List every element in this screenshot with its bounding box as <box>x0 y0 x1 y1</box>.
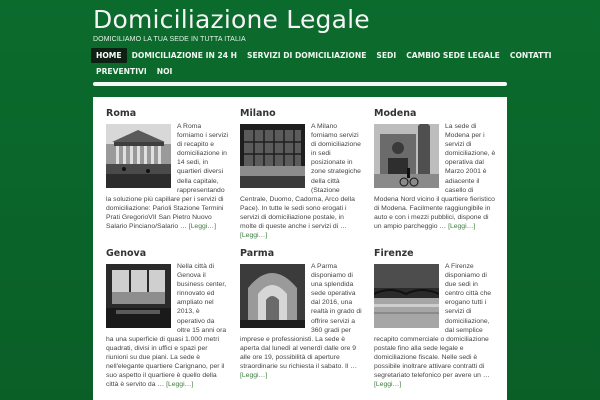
post-title[interactable]: Milano <box>240 108 276 119</box>
site-title[interactable]: Domiciliazione Legale <box>93 5 370 34</box>
site-tagline: DOMICILIAMO LA TUA SEDE IN TUTTA ITALIA <box>93 36 246 43</box>
post-excerpt-text: Nella città di Genova il business center, rinnovato ed ampliato nel 2013, è operativo da oltre 15 anni ora ha una superficie di quasi 1.000 metri quadrati, divisi in uffici e spazi per riunioni su due piani. La sede è nell'elegante quartiere Carignano, per il suo aspetto il quartiere è quello della città è servito da … <box>106 263 227 389</box>
post-excerpt <box>374 122 496 231</box>
read-more-link[interactable]: [Leggi…] <box>240 232 268 240</box>
post-excerpt-text: A Parma disponiamo di una splendida sede operativa dal 2016, una realtà in grado di offrire servizi a 360 gradi per imprese e professionisti. La sede è aperta dal lunedì al venerdì dalle ore 9 alle ore 19, possibilità di aperture straordinarie su richiesta il sabato. Il … <box>240 263 362 371</box>
nav-divider <box>93 82 507 86</box>
nav-row-2 <box>91 63 509 79</box>
post-excerpt <box>240 262 362 380</box>
nav-item-sedi[interactable]: SEDI <box>376 50 397 60</box>
read-more-link[interactable]: [Leggi…] <box>166 381 194 389</box>
main-nav <box>91 47 552 79</box>
nav-item-servizi[interactable]: SERVIZI DI DOMICILIAZIONE <box>247 50 367 60</box>
read-more-link[interactable]: [Leggi…] <box>374 381 402 389</box>
post-excerpt-text: A Roma forniamo i servizi di recapito e domiciliazione in 14 sedi, in quartieri diversi della capitale, rappresentando la soluzione più capillare per i servizi di domiciliazione: Parioli Stazione Termini Prati GregorioVII San Pietro Nuovo Salario Pinciano/Salario … <box>106 123 228 231</box>
nav-item-home[interactable]: HOME <box>91 48 127 63</box>
post-excerpt-text: La sede di Modena per i servizi di domiciliazione, è operativa dal Marzo 2001 è adiacente il casello di Modena Nord vicino il quartiere fieristico di Modena. Facilmente raggiungibile in auto e con i mezzi pubblici, dispone di un ampio parcheggio … <box>374 123 496 231</box>
nav-item-noi[interactable]: NOI <box>156 66 173 76</box>
thumbnail-office[interactable] <box>106 264 171 328</box>
nav-item-cambio-sede[interactable]: CAMBIO SEDE LEGALE <box>406 50 500 60</box>
post-excerpt-text: A Firenze disponiamo di due sedi in centro città che erogano tutti i servizi di domiciliazione, dal semplice recapito commerciale o domiciliazione postale fino alla sede legale e domiciliazione fiscale. Nelle sedi è possibile inoltrare attivare contratti di segretariato telefonico per avere un … <box>374 263 492 380</box>
post-excerpt <box>374 262 496 389</box>
post-title[interactable]: Parma <box>240 248 275 259</box>
nav-item-domiciliazione-24h[interactable]: DOMICILIAZIONE IN 24 H <box>131 50 238 60</box>
read-more-link[interactable]: [Leggi…] <box>448 223 476 231</box>
post-title[interactable]: Genova <box>106 248 147 259</box>
read-more-link[interactable]: [Leggi…] <box>240 372 268 380</box>
thumbnail-cathedral[interactable] <box>374 124 439 188</box>
read-more-link[interactable]: [Leggi…] <box>188 223 216 231</box>
post-modena <box>374 107 496 231</box>
post-parma <box>240 247 362 380</box>
content-area <box>93 97 507 400</box>
thumbnail-church-interior[interactable] <box>240 264 305 328</box>
post-excerpt <box>106 122 228 231</box>
thumbnail-gallery[interactable] <box>240 124 305 188</box>
post-milano <box>240 107 362 240</box>
thumbnail-river-bridge[interactable] <box>374 264 439 328</box>
post-excerpt <box>106 262 228 389</box>
post-title[interactable]: Modena <box>374 108 417 119</box>
post-excerpt <box>240 122 362 240</box>
nav-item-contatti[interactable]: CONTATTI <box>509 50 552 60</box>
post-title[interactable]: Firenze <box>374 248 414 259</box>
nav-row-1 <box>91 47 552 63</box>
nav-item-preventivi[interactable]: PREVENTIVI <box>96 66 147 76</box>
post-roma <box>106 107 228 231</box>
post-title[interactable]: Roma <box>106 108 137 119</box>
post-genova <box>106 247 228 389</box>
thumbnail-pantheon[interactable] <box>106 124 171 188</box>
site-header <box>93 6 513 43</box>
post-excerpt-text: A Milano forniamo servizi di domiciliazione in sedi posizionate in zone strategiche della città (Stazione Centrale, Duomo, Cadorna, Arco della Pace). In tutte le sedi sono erogati i servizi di domiciliazione postale, in molte di queste anche i servizi di … <box>240 123 361 231</box>
post-firenze <box>374 247 496 389</box>
